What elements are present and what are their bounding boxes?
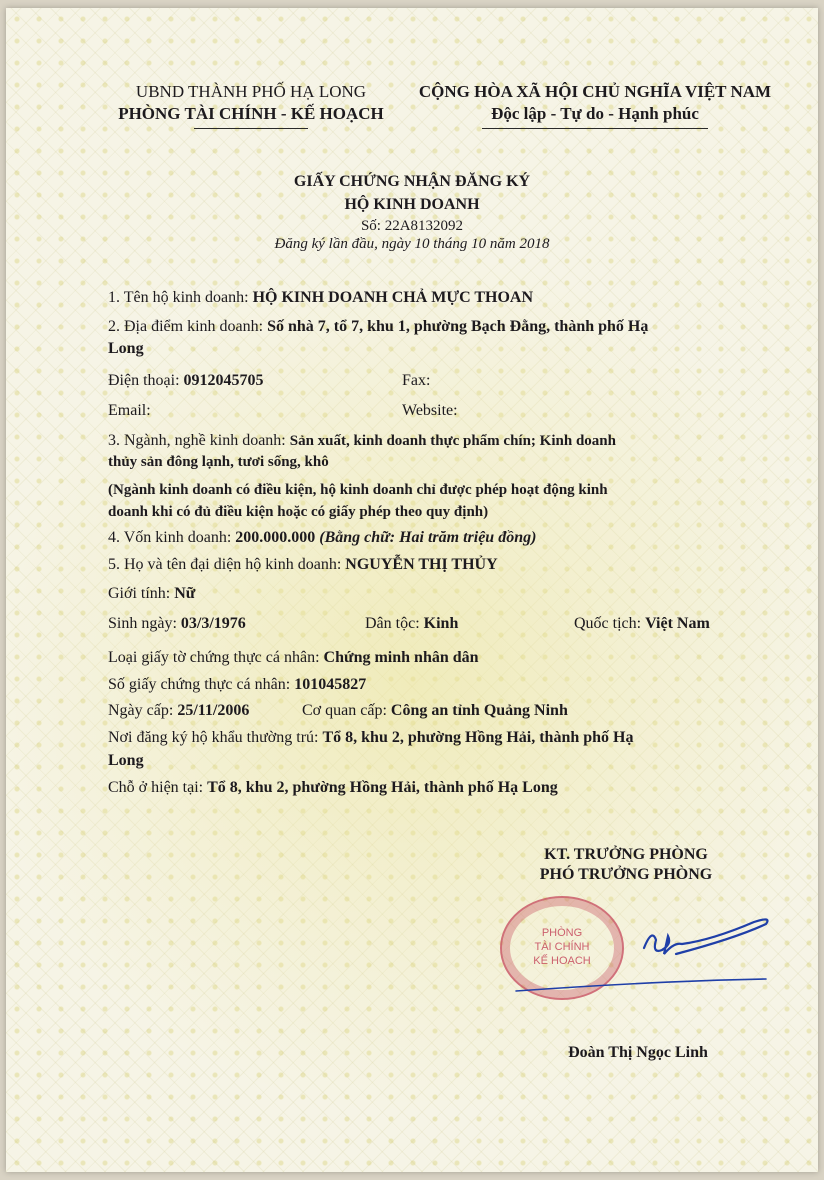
stamp-text-line2: TÀI CHÍNH — [534, 941, 590, 953]
dob-value: 03/3/1976 — [180, 615, 246, 632]
stamp-text-line3: KẾ HOẠCH — [533, 955, 591, 967]
issue-date-value: 25/11/2006 — [177, 702, 250, 719]
representative-label: 5. Họ và tên đại diện hộ kinh doanh: — [108, 556, 346, 573]
ethnicity-label: Dân tộc: — [365, 615, 424, 632]
signer-name: Đoàn Thị Ngọc Linh — [568, 1044, 708, 1061]
signature-scribble — [506, 903, 806, 1003]
gender-label: Giới tính: — [108, 585, 175, 602]
permanent-address-value: Tổ 8, khu 2, phường Hồng Hải, thành phố Hạ — [322, 729, 634, 746]
signer-role-line1: KT. TRƯỞNG PHÒNG — [544, 846, 708, 863]
capital-row — [108, 529, 536, 547]
id-type-value: Chứng minh nhân dân — [323, 649, 479, 666]
capital-in-words: (Bằng chữ: Hai trăm triệu đồng) — [315, 529, 537, 546]
ethnicity-row — [365, 615, 458, 633]
address-value-cont: Long — [108, 340, 144, 357]
certificate-number: Số: 22A8132092 — [360, 218, 464, 234]
representative-row — [108, 556, 498, 574]
permanent-address-row — [108, 729, 634, 747]
trade-note: (Ngành kinh doanh có điều kiện, hộ kinh doanh chỉ được phép hoạt động kinh — [108, 482, 608, 498]
business-name-row — [108, 289, 533, 307]
capital-value: 200.000.000 — [235, 529, 316, 546]
current-address-row — [108, 779, 558, 797]
left-header-underline — [194, 128, 308, 129]
stamp-text-line1: PHÒNG — [541, 927, 583, 939]
id-type-row — [108, 649, 479, 667]
certificate-paper — [6, 8, 818, 1172]
issue-date-row — [108, 702, 249, 720]
id-number-value: 101045827 — [294, 676, 367, 693]
capital-label: 4. Vốn kinh doanh: — [108, 529, 236, 546]
right-header-underline — [482, 128, 708, 129]
dob-label: Sinh ngày: — [108, 615, 181, 632]
nationality-row — [574, 615, 710, 633]
current-address-label: Chỗ ở hiện tại: — [108, 779, 208, 796]
address-row — [108, 318, 648, 336]
phone-value: 0912045705 — [183, 372, 264, 389]
country-name: CỘNG HÒA XÃ HỘI CHỦ NGHĨA VIỆT NAM — [418, 82, 772, 101]
current-address-value: Tổ 8, khu 2, phường Hồng Hải, thành phố Hạ Long — [207, 779, 558, 796]
issuer-department: PHÒNG TÀI CHÍNH - KẾ HOẠCH — [118, 104, 384, 123]
trade-label: 3. Ngành, nghề kinh doanh: — [108, 432, 290, 449]
id-type-label: Loại giấy tờ chứng thực cá nhân: — [108, 649, 324, 666]
id-number-row — [108, 676, 366, 694]
website-label: Website: — [402, 402, 458, 419]
id-number-label: Số giấy chứng thực cá nhân: — [108, 676, 295, 693]
business-name-value: HỘ KINH DOANH CHẢ MỰC THOAN — [252, 289, 534, 306]
issuer-authority: UBND THÀNH PHỐ HẠ LONG — [135, 82, 367, 101]
trade-value: Sản xuất, kinh doanh thực phẩm chín; Kinh doanh — [289, 433, 616, 449]
email-label: Email: — [108, 402, 151, 419]
gender-row — [108, 585, 195, 603]
nationality-label: Quốc tịch: — [574, 615, 646, 632]
document-subtitle: HỘ KINH DOANH — [344, 196, 480, 213]
permanent-address-label: Nơi đăng ký hộ khẩu thường trú: — [108, 729, 323, 746]
document-title: GIẤY CHỨNG NHẬN ĐĂNG KÝ — [293, 173, 531, 190]
country-motto: Độc lập - Tự do - Hạnh phúc — [491, 104, 699, 123]
signer-role-line2: PHÓ TRƯỞNG PHÒNG — [539, 866, 713, 883]
first-registration-date: Đăng ký lần đầu, ngày 10 tháng 10 năm 2018 — [274, 236, 550, 252]
ethnicity-value: Kinh — [423, 615, 459, 632]
trade-value-cont: thủy sản đông lạnh, tươi sống, khô — [108, 454, 329, 470]
permanent-address-value-cont: Long — [108, 752, 144, 769]
gender-value: Nữ — [174, 585, 196, 602]
trade-row — [108, 432, 616, 450]
fax-label: Fax: — [402, 372, 431, 389]
issue-date-label: Ngày cấp: — [108, 702, 178, 719]
dob-row — [108, 615, 246, 633]
issuer-row — [302, 702, 568, 720]
issuer-label: Cơ quan cấp: — [302, 702, 391, 719]
address-label: 2. Địa điểm kinh doanh: — [108, 318, 268, 335]
nationality-value: Việt Nam — [645, 615, 710, 632]
address-value: Số nhà 7, tổ 7, khu 1, phường Bạch Đằng, thành phố Hạ — [267, 318, 649, 335]
representative-value: NGUYỄN THỊ THỦY — [345, 556, 498, 573]
phone-row — [108, 372, 264, 390]
issuer-value: Công an tỉnh Quảng Ninh — [390, 702, 568, 719]
phone-label: Điện thoại: — [108, 372, 184, 389]
trade-note-cont: doanh khi có đủ điều kiện hoặc có giấy phép theo quy định) — [108, 504, 489, 520]
business-name-label: 1. Tên hộ kinh doanh: — [108, 289, 253, 306]
